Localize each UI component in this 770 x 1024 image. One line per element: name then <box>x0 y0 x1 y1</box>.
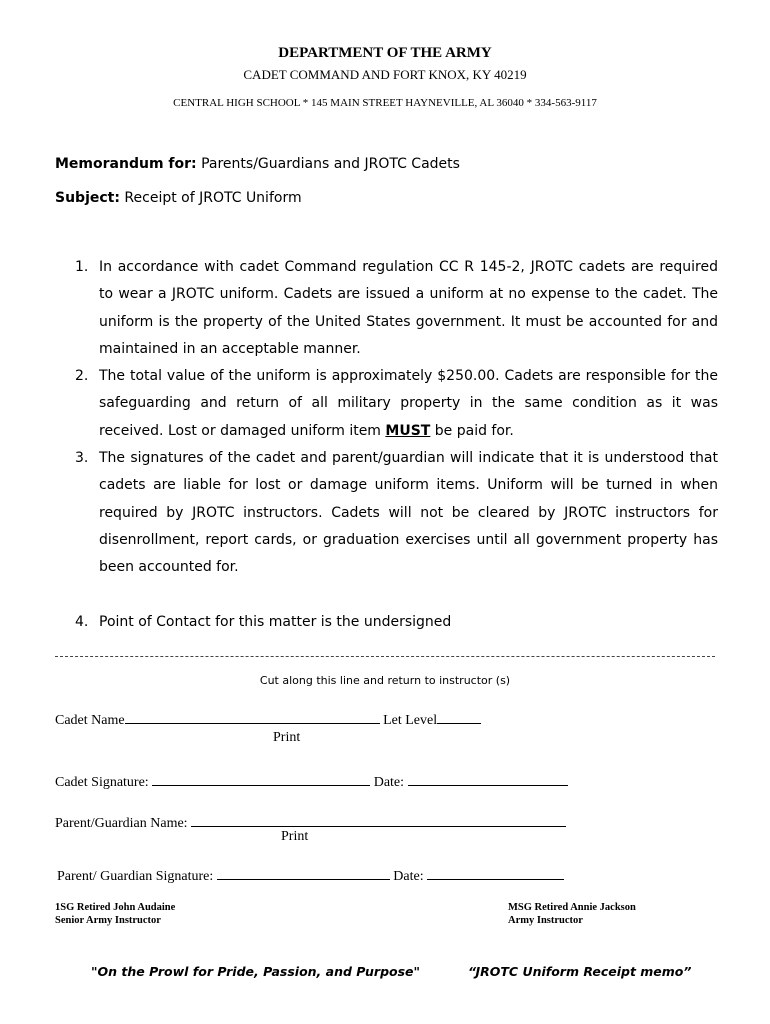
cadet-name-field[interactable] <box>125 709 380 724</box>
parent-signature-row <box>57 865 564 885</box>
signatory-name: 1SG Retired John Audaine <box>55 902 176 913</box>
footer-motto: "On the Prowl for Pride, Passion, and Purpose" <box>91 964 421 979</box>
subject-line <box>55 190 302 206</box>
memo-item-text-end: be paid for. <box>430 422 514 439</box>
cadet-name-row <box>55 709 481 729</box>
cadet-signature-field[interactable] <box>152 771 370 786</box>
memorandum-for-value: Parents/Guardians and JROTC Cadets <box>201 156 460 172</box>
subject-label: Subject: <box>55 190 120 206</box>
parent-name-row <box>55 812 566 832</box>
signatory-name: MSG Retired Annie Jackson <box>508 902 636 913</box>
signatory-left <box>55 901 175 927</box>
memo-item-1 <box>55 254 718 363</box>
memorandum-for <box>55 156 460 172</box>
command-line: CADET COMMAND AND FORT KNOX, KY 40219 <box>243 67 527 82</box>
parent-name-field[interactable] <box>191 812 566 827</box>
cut-instruction: Cut along this line and return to instructor (s) <box>259 674 511 687</box>
memo-item-text: The signatures of the cadet and parent/guardian will indicate that it is understood that cadets are liable for lost or damage uniform items. Uniform will be turned in when required by JROTC instructors. Cadets will not be cleared by JROTC instructors for disenrollment, report cards, or graduation exercises until all government property has been accounted for. <box>99 450 718 576</box>
cadet-signature-row <box>55 771 568 791</box>
parent-signature-field[interactable] <box>217 865 390 880</box>
footer-memo-name: “JROTC Uniform Receipt memo” <box>468 964 692 979</box>
memo-item-4 <box>55 609 718 636</box>
department-title: DEPARTMENT OF THE ARMY <box>278 45 492 61</box>
parent-name-label: Parent/Guardian Name: <box>55 816 188 831</box>
parent-date-field[interactable] <box>427 865 564 880</box>
memo-item-text: Point of Contact for this matter is the undersigned <box>99 613 452 630</box>
let-level-field[interactable] <box>437 709 481 724</box>
memo-item-text: The total value of the uniform is approximately $250.00. Cadets are responsible for the safeguarding and return of all military property in the same condition as it was received. Lost or damaged uniform item <box>99 368 718 439</box>
memo-item-2 <box>55 363 718 445</box>
memo-item-number: 4. <box>75 613 89 630</box>
must-emphasis: MUST <box>385 422 431 439</box>
school-address: CENTRAL HIGH SCHOOL * 145 MAIN STREET HAYNEVILLE, AL 36040 * 334-563-9117 <box>173 97 597 109</box>
cadet-name-label: Cadet Name <box>55 713 125 728</box>
memo-item-3 <box>55 445 718 581</box>
memo-items <box>55 254 718 636</box>
signatory-right <box>508 901 636 927</box>
subject-value: Receipt of JROTC Uniform <box>124 190 302 206</box>
memo-item-number: 2. <box>75 368 89 385</box>
signatory-title: Senior Army Instructor <box>55 915 161 926</box>
cut-line <box>55 656 715 657</box>
parent-signature-label: Parent/ Guardian Signature: <box>57 869 214 884</box>
cadet-date-label: Date: <box>373 775 405 790</box>
let-level-label: Let Level <box>383 713 438 728</box>
print-label-cadet: Print <box>273 730 301 745</box>
memo-item-number: 1. <box>75 259 89 275</box>
cadet-date-field[interactable] <box>408 771 568 786</box>
parent-date-label: Date: <box>393 869 424 884</box>
print-label-parent: Print <box>281 829 309 844</box>
memorandum-for-label: Memorandum for: <box>55 156 197 172</box>
memo-item-text: In accordance with cadet Command regulation CC R 145-2, JROTC cadets are required to wear a JROTC uniform. Cadets are issued a uniform at no expense to the cadet. The uniform is the property of the United States government. It must be accounted for and maintained in an acceptable manner. <box>99 259 718 357</box>
memo-item-number: 3. <box>75 450 89 467</box>
signatory-title: Army Instructor <box>508 915 583 926</box>
cadet-signature-label: Cadet Signature: <box>55 775 149 790</box>
